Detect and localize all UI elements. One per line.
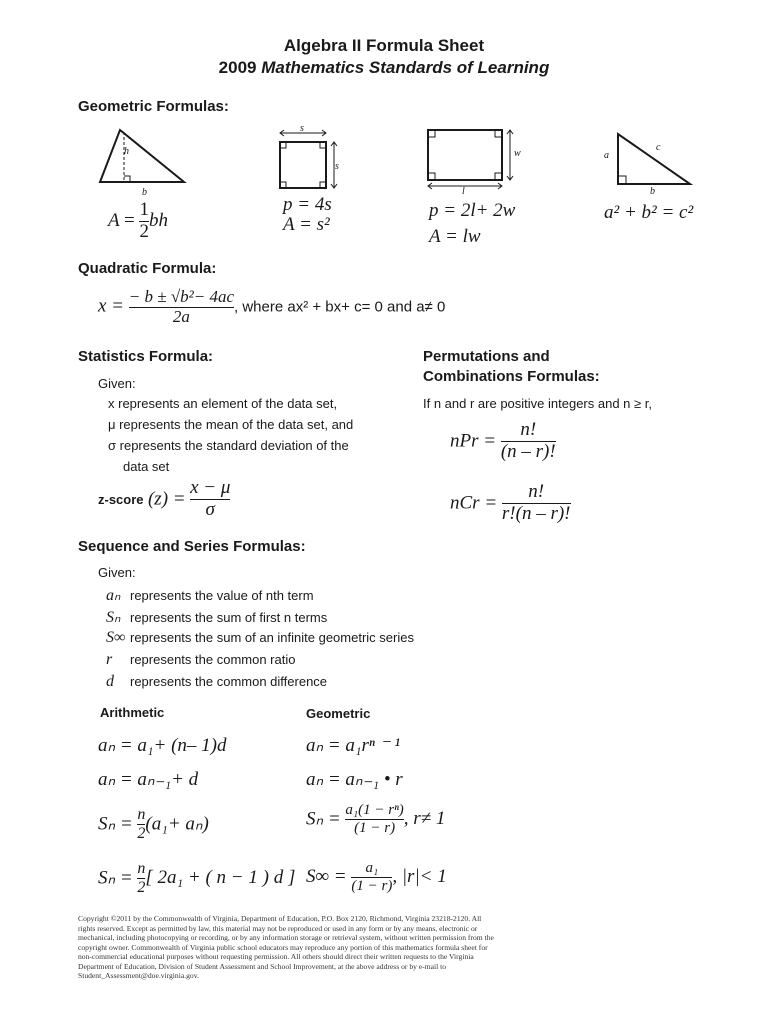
arithmetic-heading: Arithmetic: [100, 705, 165, 720]
page-subtitle: 2009 Mathematics Standards of Learning: [218, 58, 550, 77]
square-perimeter: p = 4s: [283, 194, 332, 215]
statistics-line-4: data set: [123, 459, 170, 474]
triangle-h-label: h: [124, 146, 129, 157]
arith-recursive: aₙ = aₙ₋₁+ d: [98, 769, 199, 790]
right-tri-a-label: a: [604, 150, 609, 161]
right-tri-b-label: b: [650, 186, 655, 197]
triangle-area-formula: A = $\frac{1}{2}$ bh: [108, 199, 168, 242]
triangle-b-label: b: [142, 187, 147, 198]
geometric-seq-heading: Geometric: [306, 706, 371, 721]
permutation-formula: nPr = $\frac{n!}{(n - r)!}$: [450, 419, 556, 462]
sequence-item: Sₙ represents the sum of first n terms: [106, 609, 328, 626]
statistics-heading: Statistics Formula:: [78, 348, 214, 365]
perms-heading-2: Combinations Formulas:: [423, 368, 600, 385]
perms-intro: If n and r are positive integers and n ≥ r,: [423, 396, 652, 411]
sequence-item: S∞ represents the sum of an infinite geometric series: [106, 629, 414, 646]
page-title: Algebra II Formula Sheet: [283, 36, 485, 55]
rect-w-label: w: [514, 148, 521, 159]
sequence-item: r represents the common ratio: [106, 651, 296, 668]
geom-nth-term: aₙ = a₁rⁿ ⁻ ¹: [306, 735, 401, 756]
statistics-given: Given:: [98, 376, 136, 391]
copyright-notice: Copyright ©2011 by the Commonwealth of Virginia, Department of Education, P.O. Box 2120, Richmond, Virginia 23218-2120. All rights reserved. Except as permitted by law, this material may not be reproduced or used in any form or by any means, electronic or mechanical, including photocopying or recording, or by any information storage or retrieval system, without written permission from the copyright owner. Commonwealth of Virginia public school educators may reproduce any portion of this mathematics formula sheet for non-commercial educational purposes without requesting permission. All others should direct their written requests to the Virginia Department of Education, Division of Student Assessment and School Improvement, at the above address or by e-mail to Student_Assessment@doe.virginia.gov.: [78, 914, 494, 980]
z-score-formula: z-score (z) = $\frac{x - \mu}{\sigma}$: [98, 477, 231, 520]
statistics-line-1: x represents an element of the data set,: [108, 396, 338, 411]
geom-sum-infinite: S∞ = $\frac{\text{a₁}}{(1 - r)}$ , |r|< 1: [306, 860, 447, 894]
sequence-heading: Sequence and Series Formulas:: [78, 538, 306, 555]
sequence-given: Given:: [98, 565, 136, 580]
pythagorean-formula: a² + b² = c²: [604, 202, 694, 223]
geometric-heading: Geometric Formulas:: [78, 98, 229, 115]
rect-l-label: l: [462, 186, 465, 197]
geom-sum-finite: Sₙ = $\frac{\text{a₁(1 − rⁿ)}}{(1 - r)}$ , r≠ 1: [306, 802, 446, 836]
combination-formula: nCr = $\frac{n!}{r!(n - r)!}$: [450, 481, 571, 524]
sequence-item: d represents the common difference: [106, 673, 328, 690]
sequence-item: aₙ represents the value of nth term: [106, 587, 314, 604]
arith-sum-2: Sₙ = $\frac{n}{2}$ [ 2a₁ + ( n − 1 ) d ]: [98, 860, 296, 896]
statistics-line-3: σ represents the standard deviation of the: [108, 438, 349, 453]
statistics-line-2: μ represents the mean of the data set, and: [108, 417, 354, 432]
arith-sum-1: Sₙ = $\frac{n}{2}$ (a₁+ aₙ): [98, 806, 209, 842]
right-tri-c-label: c: [656, 142, 661, 153]
rect-area: A = lw: [429, 226, 481, 247]
quadratic-formula: x = $\frac{\text{− b ± √b²− 4ac}}{2a}$ , where ax² + bx+ c= 0 and a≠ 0: [98, 287, 446, 326]
right-triangle-figure: [610, 130, 694, 188]
quadratic-heading: Quadratic Formula:: [78, 260, 217, 277]
arith-nth-term: aₙ = a₁+ (n– 1)d: [98, 735, 227, 756]
triangle-figure: [96, 126, 192, 196]
geom-recursive: aₙ = aₙ₋₁ • r: [306, 769, 403, 790]
perms-heading-1: Permutations and: [423, 348, 550, 365]
square-top-label: s: [300, 123, 304, 134]
rect-perimeter: p = 2l+ 2w: [429, 200, 516, 221]
rectangle-figure: [426, 128, 522, 190]
square-area: A = s²: [283, 214, 330, 235]
square-side-label: s: [335, 161, 339, 172]
